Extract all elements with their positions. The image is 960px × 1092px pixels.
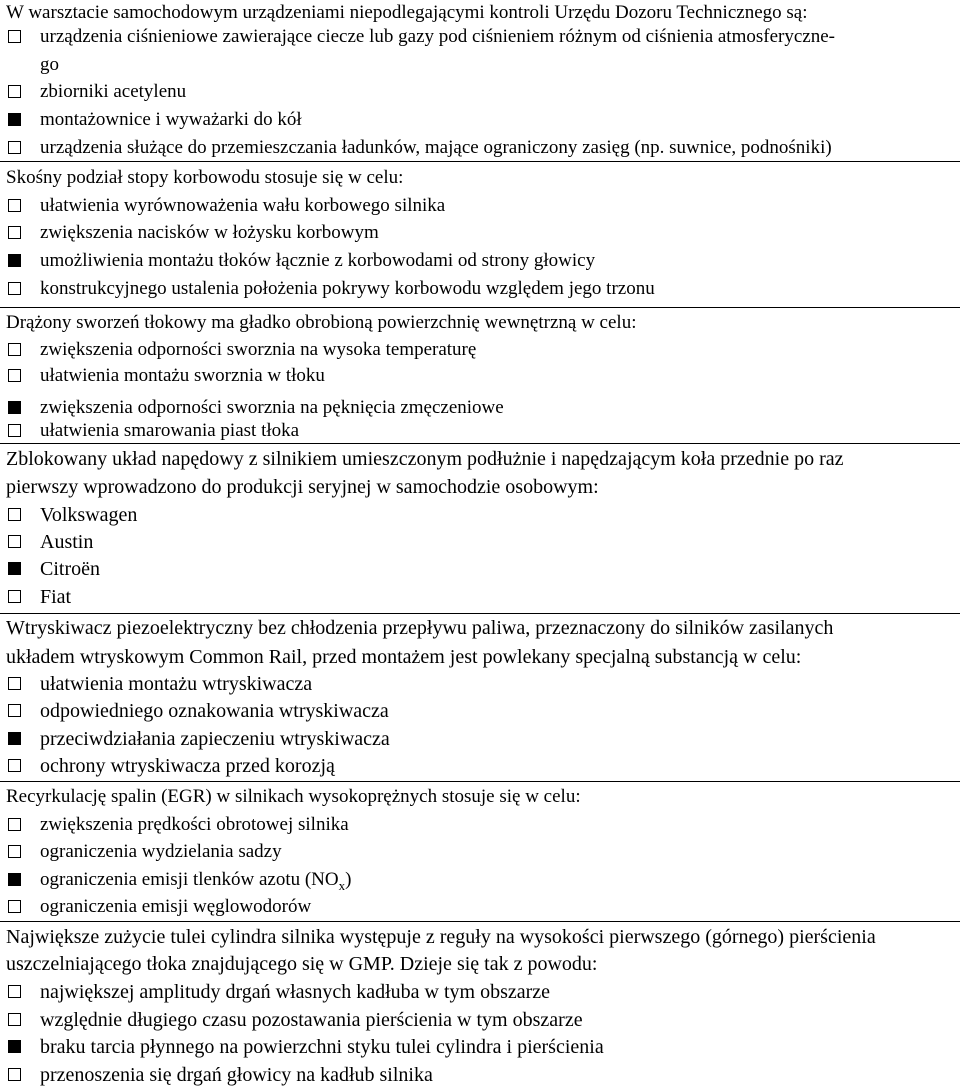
answer-subscript: x xyxy=(338,877,346,893)
checked-checkbox[interactable] xyxy=(8,732,21,745)
answer-label-text: braku tarcia płynnego na powierzchni styku tulei cylindra i pierścienia xyxy=(40,1036,604,1058)
answer-label-text: montażownice i wyważarki do kół xyxy=(40,109,302,130)
answer-label-text: ochrony wtryskiwacza przed korozją xyxy=(40,755,335,777)
answer-label xyxy=(40,504,137,526)
question-block xyxy=(0,614,960,782)
answer-label xyxy=(40,109,302,131)
question-text: Recyrkulację spalin (EGR) w silnikach wysokoprężnych stosuje się w celu: xyxy=(6,786,581,807)
answer-label xyxy=(40,869,351,897)
checkbox[interactable] xyxy=(8,818,21,831)
answer-label-text: względnie długiego czasu pozostawania pierścienia w tym obszarze xyxy=(40,1009,583,1031)
checkbox[interactable] xyxy=(8,282,21,295)
question-text: układem wtryskowym Common Rail, przed montażem jest powlekany specjalną substancją w celu: xyxy=(6,646,802,668)
answer-label xyxy=(40,673,312,695)
answer-label xyxy=(40,700,389,722)
answer-label-text: odpowiedniego oznakowania wtryskiwacza xyxy=(40,700,389,722)
checked-checkbox[interactable] xyxy=(8,1040,21,1053)
checkbox[interactable] xyxy=(8,677,21,690)
answer-label-text: urządzenia służące do przemieszczania ładunków, mające ograniczony zasięg (np. suwnice, podnośniki) xyxy=(40,137,832,158)
answer-label xyxy=(40,1009,583,1031)
answer-label xyxy=(40,137,832,159)
checkbox[interactable] xyxy=(8,369,21,382)
answer-label xyxy=(40,981,550,1003)
answer-label-text: ułatwienia montażu sworznia w tłoku xyxy=(40,365,325,386)
answer-label xyxy=(40,558,100,580)
checkbox[interactable] xyxy=(8,535,21,548)
answer-label xyxy=(40,397,504,419)
question-text: Największe zużycie tulei cylindra silnika występuje z reguły na wysokości pierwszego (górnego) pierścienia xyxy=(6,926,876,948)
answer-label xyxy=(40,222,379,244)
checked-checkbox[interactable] xyxy=(8,113,21,126)
question-block xyxy=(0,922,960,1092)
answer-label xyxy=(40,195,445,217)
checked-checkbox[interactable] xyxy=(8,873,21,886)
question-block xyxy=(0,308,960,444)
question-block xyxy=(0,162,960,308)
answer-suffix: ) xyxy=(345,869,352,890)
checkbox[interactable] xyxy=(8,199,21,212)
answer-label xyxy=(40,365,325,387)
answer-label-text: ograniczenia emisji węglowodorów xyxy=(40,896,312,917)
question-text: W warsztacie samochodowym urządzeniami niepodlegającymi kontroli Urzędu Dozoru Technicznego są: xyxy=(6,2,808,23)
checkbox[interactable] xyxy=(8,343,21,356)
answer-continuation: go xyxy=(40,54,59,75)
checkbox[interactable] xyxy=(8,1068,21,1081)
checkbox[interactable] xyxy=(8,985,21,998)
answer-label xyxy=(40,814,349,836)
answer-label xyxy=(40,278,655,300)
answer-label-text: konstrukcyjnego ustalenia położenia pokrywy korbowodu względem jego trzonu xyxy=(40,278,655,299)
question-text: uszczelniającego tłoka znajdującego się w GMP. Dzieje się tak z powodu: xyxy=(6,953,598,975)
answer-label xyxy=(40,586,71,608)
answer-label-text: ułatwienia smarowania piast tłoka xyxy=(40,420,300,441)
question-block xyxy=(0,444,960,614)
answer-label-text: przeciwdziałania zapieczeniu wtryskiwacza xyxy=(40,728,390,750)
checked-checkbox[interactable] xyxy=(8,401,21,414)
question-text: pierwszy wprowadzono do produkcji seryjnej w samochodzie osobowym: xyxy=(6,476,599,498)
answer-label-text: urządzenia ciśnieniowe zawierające ciecze lub gazy pod ciśnieniem różnym od ciśnienia atmosferyczne- xyxy=(40,26,835,47)
checkbox[interactable] xyxy=(8,141,21,154)
checkbox[interactable] xyxy=(8,704,21,717)
answer-label-text: Fiat xyxy=(40,586,72,608)
checkbox[interactable] xyxy=(8,30,21,43)
answer-label-text: ograniczenia wydzielania sadzy xyxy=(40,841,282,862)
question-block xyxy=(0,782,960,922)
answer-label-text: zwiększenia odporności sworznia na wysoka temperaturę xyxy=(40,339,477,360)
answer-label xyxy=(40,250,595,272)
checkbox[interactable] xyxy=(8,759,21,772)
answer-label-text: Austin xyxy=(40,531,94,553)
checked-checkbox[interactable] xyxy=(8,562,21,575)
answer-label-text: ułatwienia montażu wtryskiwacza xyxy=(40,673,313,695)
answer-label-text: ułatwienia wyrównoważenia wału korbowego silnika xyxy=(40,195,446,216)
answer-label-text: Citroën xyxy=(40,558,100,580)
answer-label-text: największej amplitudy drgań własnych kadłuba w tym obszarze xyxy=(40,981,551,1003)
answer-label xyxy=(40,755,335,777)
answer-label xyxy=(40,420,299,442)
question-text: Wtryskiwacz piezoelektryczny bez chłodzenia przepływu paliwa, przeznaczony do silników zasilanych xyxy=(6,617,834,639)
answer-label xyxy=(40,841,282,863)
answer-label xyxy=(40,896,311,918)
answer-label xyxy=(40,1036,604,1058)
answer-label xyxy=(40,1064,433,1086)
answer-label-text: zbiorniki acetylenu xyxy=(40,81,187,102)
answer-label-text: umożliwienia montażu tłoków łącznie z korbowodami od strony głowicy xyxy=(40,250,596,271)
question-block xyxy=(0,0,960,162)
answer-label xyxy=(40,26,835,48)
checkbox[interactable] xyxy=(8,590,21,603)
checked-checkbox[interactable] xyxy=(8,254,21,267)
answer-label-text: zwiększenia prędkości obrotowej silnika xyxy=(40,814,349,835)
checkbox[interactable] xyxy=(8,900,21,913)
answer-label-text: ograniczenia emisji tlenków azotu (NO xyxy=(40,869,339,890)
checkbox[interactable] xyxy=(8,424,21,437)
checkbox[interactable] xyxy=(8,1013,21,1026)
answer-label-text: zwiększenia nacisków w łożysku korbowym xyxy=(40,222,379,243)
checkbox[interactable] xyxy=(8,845,21,858)
answer-label-text: Volkswagen xyxy=(40,504,138,526)
answer-label-text: przenoszenia się drgań głowicy na kadłub silnika xyxy=(40,1064,433,1086)
question-text: Skośny podział stopy korbowodu stosuje się w celu: xyxy=(6,167,404,188)
checkbox[interactable] xyxy=(8,508,21,521)
question-text: Zblokowany układ napędowy z silnikiem umieszczonym podłużnie i napędzającym koła przednie po raz xyxy=(6,448,844,470)
question-text: Drążony sworzeń tłokowy ma gładko obrobioną powierzchnię wewnętrzną w celu: xyxy=(6,312,637,333)
answer-label-text: zwiększenia odporności sworznia na pęknięcia zmęczeniowe xyxy=(40,397,504,418)
answer-label xyxy=(40,339,476,361)
checkbox[interactable] xyxy=(8,85,21,98)
answer-label xyxy=(40,531,93,553)
checkbox[interactable] xyxy=(8,226,21,239)
answer-label xyxy=(40,728,390,750)
answer-label xyxy=(40,81,186,103)
